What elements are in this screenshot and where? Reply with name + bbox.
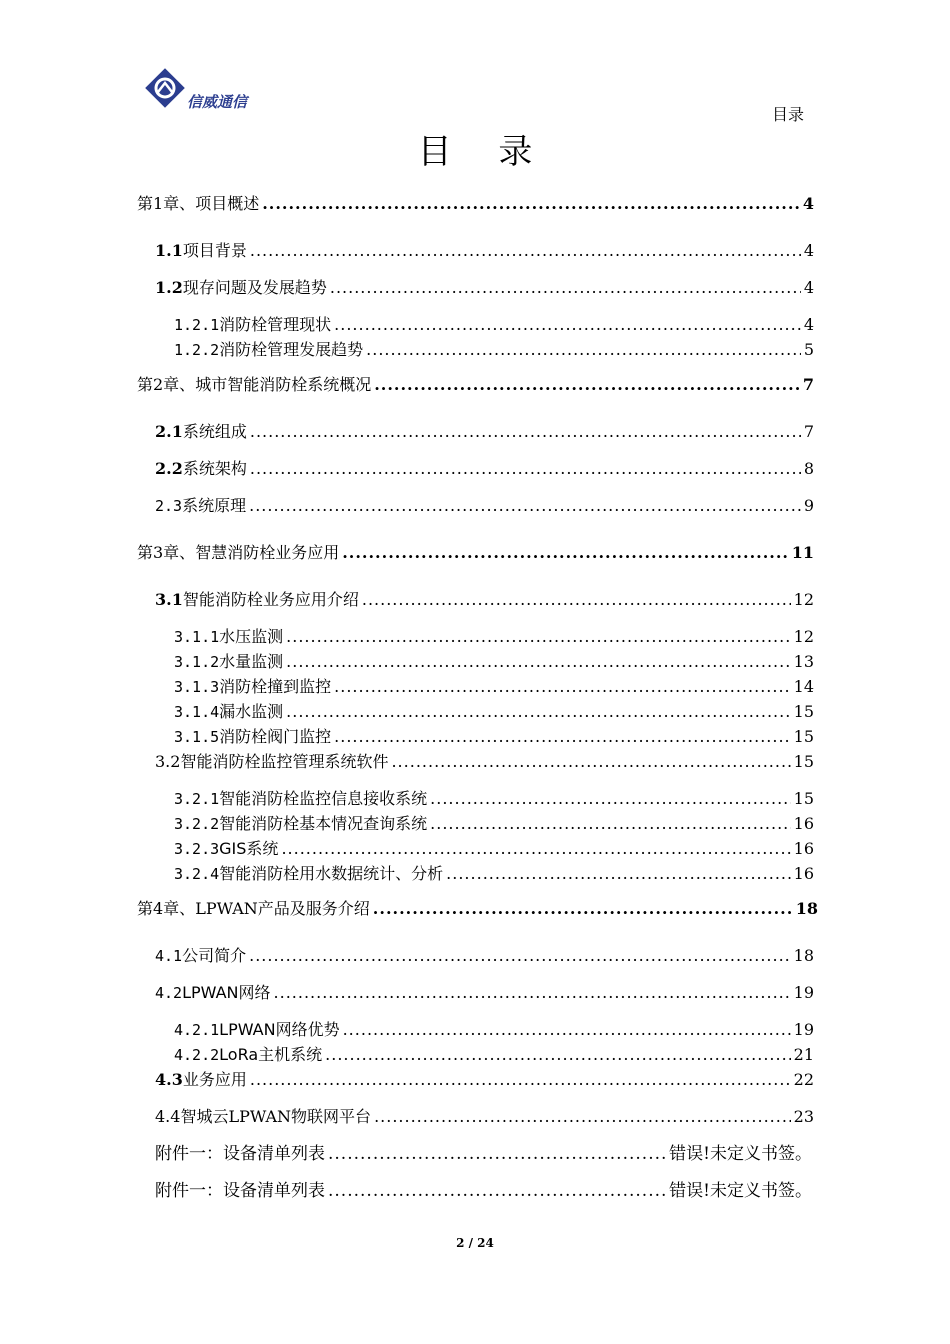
toc-leader [343, 1020, 791, 1040]
toc-leader [374, 1107, 791, 1127]
toc-entry-page: 11 [791, 543, 814, 562]
toc-entry-page: 4 [802, 194, 814, 213]
toc-entry-title: 智慧消防栓业务应用 [195, 543, 340, 562]
toc-leader [250, 241, 801, 261]
toc-entry-title: GIS系统 [219, 839, 279, 858]
toc-entry-number: 3.1.5 [174, 728, 220, 746]
toc-entry-number: 4.3 [155, 1070, 183, 1089]
toc-entry-number: 3.1 [155, 590, 183, 609]
toc-entry-number: 1.1 [155, 241, 183, 260]
toc-entry-page: 19 [793, 983, 814, 1002]
toc-leader [249, 946, 791, 966]
toc-leader [328, 1181, 666, 1201]
toc-entry-number: 1.2.2 [174, 341, 220, 359]
toc-leader [374, 375, 800, 395]
toc-entry-title: 消防栓管理发展趋势 [219, 340, 364, 359]
toc-leader [446, 864, 790, 884]
logo-text: 信威通信 [187, 93, 248, 111]
toc-entry-number: 4.4 [155, 1107, 181, 1126]
toc-leader [249, 496, 801, 516]
toc-entry-section[interactable] [155, 422, 814, 442]
toc-entry-number: 3.2.2 [174, 815, 220, 833]
toc-entry-section[interactable] [155, 459, 814, 479]
toc-leader [250, 422, 801, 442]
toc-leader [286, 652, 790, 672]
header-section-label: 目录 [772, 105, 805, 124]
toc-entry-page: 15 [793, 702, 814, 721]
toc-entry-section[interactable] [155, 278, 814, 298]
toc-leader [250, 1070, 791, 1090]
toc-entry-subsection[interactable] [174, 702, 814, 722]
toc-entry-number: 第2章、 [137, 375, 196, 394]
toc-entry-number: 3.1.2 [174, 653, 220, 671]
toc-entry-page: 23 [793, 1107, 814, 1126]
toc-entry-section[interactable] [155, 983, 814, 1003]
toc-entry-page: 13 [793, 652, 814, 671]
toc-entry-section[interactable] [155, 590, 814, 610]
toc-entry-page: 16 [793, 814, 814, 833]
toc-entry-title: 智能消防栓监控信息接收系统 [219, 789, 428, 808]
toc-entry-title: 消防栓撞到监控 [219, 677, 332, 696]
toc-entry-title: 智能消防栓监控管理系统软件 [180, 752, 389, 771]
toc-entry-chapter-3[interactable] [137, 543, 814, 563]
toc-entry-page: 4 [803, 315, 814, 334]
toc-entry-title: 水量监测 [219, 652, 284, 671]
toc-entry-page: 12 [793, 590, 814, 609]
toc-entry-number: 1.2 [155, 278, 183, 297]
toc-entry-subsection[interactable] [174, 315, 814, 335]
toc-leader [430, 789, 790, 809]
toc-entry-page: 错误!未定义书签。 [669, 1144, 812, 1164]
toc-entry-number: 3.2.3 [174, 840, 220, 858]
toc-entry-page: 21 [793, 1045, 814, 1064]
toc-leader [274, 983, 791, 1003]
toc-entry-page: 15 [793, 789, 814, 808]
toc-entry-section[interactable] [155, 1107, 814, 1127]
toc-entry-number: 第3章、 [137, 543, 196, 562]
toc-entry-page: 错误!未定义书签。 [669, 1181, 812, 1201]
toc-entry-page: 4 [803, 241, 814, 260]
toc-entry-title: 智城云LPWAN物联网平台 [180, 1107, 372, 1126]
toc-entry-title: 系统组成 [182, 422, 247, 441]
toc-entry-number: 2.2 [155, 459, 183, 478]
logo-emblem-icon [143, 66, 187, 110]
toc-entry-page: 15 [793, 752, 814, 771]
toc-entry-title: 项目背景 [182, 241, 247, 260]
toc-leader [391, 752, 790, 772]
toc-entry-subsection[interactable] [174, 627, 814, 647]
toc-leader [366, 340, 801, 360]
toc-entry-title: 项目概述 [195, 194, 260, 213]
toc-entry-title: 系统原理 [182, 496, 247, 515]
toc-entry-subsection[interactable] [174, 652, 814, 672]
toc-entry-subsection[interactable] [174, 677, 814, 697]
toc-entry-title: 消防栓阀门监控 [219, 727, 332, 746]
toc-leader [373, 899, 793, 919]
toc-entry-number: 2.3 [155, 497, 183, 515]
toc-entry-page: 9 [803, 496, 814, 515]
toc-entry-page: 22 [793, 1070, 814, 1089]
toc-entry-subsection[interactable] [174, 1045, 814, 1065]
toc-entry-title: LPWAN网络 [182, 983, 271, 1002]
toc-entry-subsection[interactable] [174, 839, 814, 859]
toc-entry-number: 2.1 [155, 422, 183, 441]
toc-entry-title: 业务应用 [182, 1070, 247, 1089]
toc-entry-title: 智能消防栓用水数据统计、分析 [219, 864, 444, 883]
toc-entry-title: 智能消防栓基本情况查询系统 [219, 814, 428, 833]
toc-entry-title: 漏水监测 [219, 702, 284, 721]
toc-entry-page: 7 [803, 422, 814, 441]
toc-entry-section[interactable] [155, 1070, 814, 1090]
toc-entry-subsection[interactable] [174, 789, 814, 809]
toc-entry-number: 4.1 [155, 947, 183, 965]
toc-entry-subsection[interactable] [174, 340, 814, 360]
toc-leader [330, 278, 801, 298]
toc-entry-appendix[interactable] [155, 1144, 812, 1164]
toc-entry-chapter-2[interactable] [137, 375, 814, 395]
company-logo [143, 66, 273, 122]
toc-entry-title: 城市智能消防栓系统概况 [195, 375, 372, 394]
toc-entry-title: LPWAN网络优势 [219, 1020, 340, 1039]
toc-entry-subsection[interactable] [174, 727, 814, 747]
toc-entry-number: 3.1.3 [174, 678, 220, 696]
toc-entry-chapter-4[interactable] [137, 899, 818, 919]
toc-entry-subsection[interactable] [174, 864, 814, 884]
toc-entry-number: 3.2 [155, 752, 181, 771]
toc-entry-page: 14 [793, 677, 814, 696]
toc-leader [334, 315, 801, 335]
toc-entry-section[interactable] [155, 496, 814, 516]
toc-entry-page: 5 [803, 340, 814, 359]
toc-leader [430, 814, 790, 834]
toc-entry-section[interactable] [155, 752, 814, 772]
page-title: 目 录 [417, 132, 551, 172]
toc-entry-number: 1.2.1 [174, 316, 220, 334]
page-number-footer: 2 / 24 [456, 1236, 494, 1250]
toc-entry-section[interactable] [155, 241, 814, 261]
toc-leader [281, 839, 790, 859]
toc-leader [342, 543, 789, 563]
toc-entry-number: 第4章、 [137, 899, 196, 918]
toc-entry-page: 18 [795, 899, 818, 918]
toc-entry-subsection[interactable] [174, 1020, 814, 1040]
toc-entry-number: 3.1.1 [174, 628, 220, 646]
toc-entry-subsection[interactable] [174, 814, 814, 834]
toc-entry-number: 4.2.1 [174, 1021, 220, 1039]
toc-leader [334, 677, 790, 697]
toc-leader [286, 702, 790, 722]
toc-leader [328, 1144, 666, 1164]
toc-entry-number: 第1章、 [137, 194, 196, 213]
toc-entry-page: 19 [793, 1020, 814, 1039]
toc-entry-page: 8 [803, 459, 814, 478]
toc-entry-page: 7 [802, 375, 814, 394]
toc-entry-title: LoRa主机系统 [219, 1045, 323, 1064]
toc-entry-title: 附件一：设备清单列表 [155, 1144, 325, 1164]
toc-entry-number: 4.2.2 [174, 1046, 220, 1064]
toc-leader [262, 194, 800, 214]
toc-entry-number: 3.2.1 [174, 790, 220, 808]
toc-leader [325, 1045, 790, 1065]
toc-entry-title: LPWAN产品及服务介绍 [195, 899, 370, 918]
toc-entry-page: 18 [793, 946, 814, 965]
toc-entry-title: 水压监测 [219, 627, 284, 646]
toc-entry-number: 3.1.4 [174, 703, 220, 721]
toc-entry-title: 消防栓管理现状 [219, 315, 332, 334]
toc-entry-page: 16 [793, 839, 814, 858]
toc-entry-chapter-1[interactable] [137, 194, 814, 214]
toc-entry-title: 智能消防栓业务应用介绍 [182, 590, 359, 609]
toc-entry-section[interactable] [155, 946, 814, 966]
toc-entry-title: 系统架构 [182, 459, 247, 478]
toc-entry-page: 12 [793, 627, 814, 646]
toc-entry-page: 4 [803, 278, 814, 297]
toc-entry-appendix[interactable] [155, 1181, 812, 1201]
toc-leader [286, 627, 790, 647]
toc-entry-number: 4.2 [155, 984, 183, 1002]
toc-entry-title: 现存问题及发展趋势 [182, 278, 327, 297]
toc-entry-title: 附件一：设备清单列表 [155, 1181, 325, 1201]
toc-entry-number: 3.2.4 [174, 865, 220, 883]
toc-entry-page: 15 [793, 727, 814, 746]
toc-leader [362, 590, 791, 610]
toc-leader [334, 727, 790, 747]
toc-entry-title: 公司简介 [182, 946, 247, 965]
toc-leader [250, 459, 801, 479]
toc-entry-page: 16 [793, 864, 814, 883]
